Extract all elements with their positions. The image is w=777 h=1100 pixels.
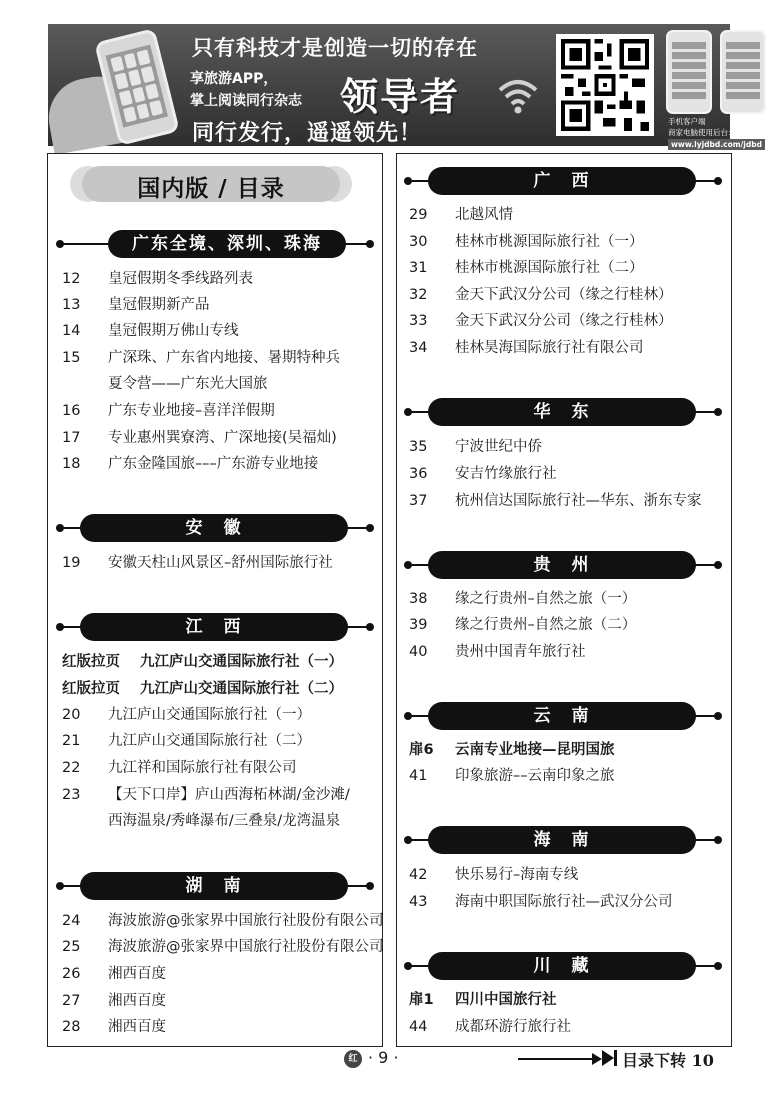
banner-url-link[interactable]: www.lyjdbd.com/jdbd [668, 139, 765, 150]
entry-page: 28 [62, 1019, 81, 1035]
section-header-huadong [404, 398, 722, 426]
entry-title: 九江祥和国际旅行社有限公司 [108, 760, 297, 776]
entry-page: 26 [62, 966, 81, 982]
banner-headline: 只有科技才是创造一切的存在 [192, 36, 478, 60]
entry-page: 35 [409, 439, 428, 455]
entry-page: 红版拉页 [62, 681, 120, 697]
entry-page: 20 [62, 707, 81, 723]
entry-title: 快乐易行–海南专线 [455, 867, 579, 883]
section-title: 安 徽 [80, 514, 348, 542]
entry-title: 桂林市桃源国际旅行社（二） [455, 260, 644, 276]
banner-big-text: 领导者 [340, 75, 461, 119]
entry-page: 33 [409, 313, 428, 329]
entry-page: 12 [62, 271, 81, 287]
entry-title: 湘西百度 [108, 966, 166, 982]
entry-page: 17 [62, 430, 81, 446]
entry-title: 桂林市桃源国际旅行社（一） [455, 234, 644, 250]
entry-page: 14 [62, 323, 81, 339]
entry-title: 专业惠州巽寮湾、广深地接(吴福灿) [108, 430, 337, 446]
section-title: 贵 州 [428, 551, 696, 579]
entry-title: 广东金隆国旅–––广东游专业地接 [108, 456, 319, 472]
section-header-jiangxi [56, 613, 374, 641]
banner-info-1: 手机客户端 [668, 117, 706, 126]
entry-page: 29 [409, 207, 428, 223]
section-title: 广东全境、深圳、珠海 [108, 230, 346, 258]
entry-page: 22 [62, 760, 81, 776]
section-header-chuanzang [404, 952, 722, 980]
entry-title: 九江庐山交通国际旅行社（一） [108, 707, 311, 723]
entry-title: 皇冠假期新产品 [108, 297, 210, 313]
entry-title: 广深珠、广东省内地接、暑期特种兵 [108, 350, 340, 366]
page-badge-icon: 红 [344, 1050, 362, 1068]
toc-continued-link[interactable]: 目录下转 10 [622, 1051, 714, 1070]
entry-title: 金天下武汉分公司（缘之行桂林） [455, 287, 673, 303]
wifi-icon [496, 76, 540, 116]
entry-title: 北越风情 [455, 207, 513, 223]
entry-page: 39 [409, 617, 428, 633]
section-header-guangdong [56, 230, 374, 258]
entry-title: 皇冠假期冬季线路列表 [108, 271, 253, 287]
entry-title: 九江庐山交通国际旅行社（一） [140, 654, 343, 670]
section-title: 川 藏 [428, 952, 696, 980]
section-title: 云 南 [428, 702, 696, 730]
entry-title: 安吉竹缘旅行社 [455, 466, 557, 482]
entry-title: 金天下武汉分公司（缘之行桂林） [455, 313, 673, 329]
entry-title: 海波旅游@张家界中国旅行社股份有限公司 [108, 913, 384, 929]
entry-page: 红版拉页 [62, 654, 120, 670]
banner-slogan: 同行发行，遥遥领先！ [192, 121, 423, 146]
entry-title: 海波旅游@张家界中国旅行社股份有限公司 [108, 939, 384, 955]
entry-title: 九江庐山交通国际旅行社（二） [140, 681, 343, 697]
entry-page: 13 [62, 297, 81, 313]
section-title: 广 西 [428, 167, 696, 195]
entry-title: 贵州中国青年旅行社 [455, 644, 586, 660]
entry-page: 扉6 [409, 742, 434, 758]
entry-title: 印象旅游––云南印象之旅 [455, 768, 615, 784]
section-title: 海 南 [428, 826, 696, 854]
entry-page: 40 [409, 644, 428, 660]
entry-title: 四川中国旅行社 [455, 992, 557, 1008]
entry-page: 19 [62, 555, 81, 571]
entry-page: 24 [62, 913, 81, 929]
entry-title: 桂林昊海国际旅行社有限公司 [455, 340, 644, 356]
entry-title-continued: 夏令营——广东光大国旅 [108, 376, 268, 392]
entry-page: 36 [409, 466, 428, 482]
entry-page: 30 [409, 234, 428, 250]
page-number: · 9 · [368, 1048, 399, 1067]
entry-page: 15 [62, 350, 81, 366]
entry-title: 宁波世纪中侨 [455, 439, 542, 455]
section-header-guangxi [404, 167, 722, 195]
toc-title-banner [70, 164, 352, 204]
section-header-yunnan [404, 702, 722, 730]
entry-page: 42 [409, 867, 428, 883]
entry-title: 安徽天柱山风景区–舒州国际旅行社 [108, 555, 333, 571]
entry-title: 皇冠假期万佛山专线 [108, 323, 239, 339]
entry-title: 【天下口岸】庐山西海柘林湖/金沙滩/ [108, 787, 350, 803]
entry-title: 缘之行贵州–自然之旅（一） [455, 591, 637, 607]
section-header-anhui [56, 514, 374, 542]
entry-page: 41 [409, 768, 428, 784]
banner-info [668, 116, 765, 150]
entry-title: 湘西百度 [108, 993, 166, 1009]
app-screenshots [666, 30, 770, 114]
arrow-right-icon [518, 1058, 598, 1060]
entry-page: 38 [409, 591, 428, 607]
entry-page: 32 [409, 287, 428, 303]
entry-title-continued: 西海温泉/秀峰瀑布/三叠泉/龙湾温泉 [108, 813, 341, 829]
entry-title: 成都环游行旅行社 [455, 1019, 571, 1035]
play-next-bar-icon [614, 1050, 617, 1066]
entry-title: 缘之行贵州–自然之旅（二） [455, 617, 637, 633]
entry-page: 23 [62, 787, 81, 803]
entry-page: 31 [409, 260, 428, 276]
section-title: 华 东 [428, 398, 696, 426]
entry-title: 云南专业地接—昆明国旅 [455, 742, 615, 758]
entry-title: 九江庐山交通国际旅行社（二） [108, 733, 311, 749]
entry-page: 44 [409, 1019, 428, 1035]
banner-info-2: 商家电脑使用后台： [668, 128, 736, 137]
entry-page: 37 [409, 493, 428, 509]
entry-page: 21 [62, 733, 81, 749]
entry-title: 海南中职国际旅行社—武汉分公司 [455, 894, 673, 910]
section-title: 湖 南 [80, 872, 348, 900]
entry-page: 43 [409, 894, 428, 910]
section-header-hainan [404, 826, 722, 854]
entry-title: 杭州信达国际旅行社—华东、浙东专家 [455, 493, 702, 509]
entry-page: 27 [62, 993, 81, 1009]
qr-code-icon[interactable] [556, 34, 654, 136]
entry-title: 广东专业地接–喜洋洋假期 [108, 403, 275, 419]
banner-line-1: 享旅游APP， [190, 71, 278, 87]
entry-title: 湘西百度 [108, 1019, 166, 1035]
section-header-guizhou [404, 551, 722, 579]
entry-page: 18 [62, 456, 81, 472]
entry-page: 16 [62, 403, 81, 419]
entry-page: 扉1 [409, 992, 434, 1008]
banner-line-2: 掌上阅读同行杂志 [190, 93, 302, 109]
entry-page: 25 [62, 939, 81, 955]
toc-title: 国内版 / 目录 [137, 176, 285, 202]
section-header-hunan [56, 872, 374, 900]
section-title: 江 西 [80, 613, 348, 641]
advertisement-banner[interactable] [48, 24, 762, 149]
play-next-icon [602, 1050, 614, 1066]
entry-page: 34 [409, 340, 428, 356]
